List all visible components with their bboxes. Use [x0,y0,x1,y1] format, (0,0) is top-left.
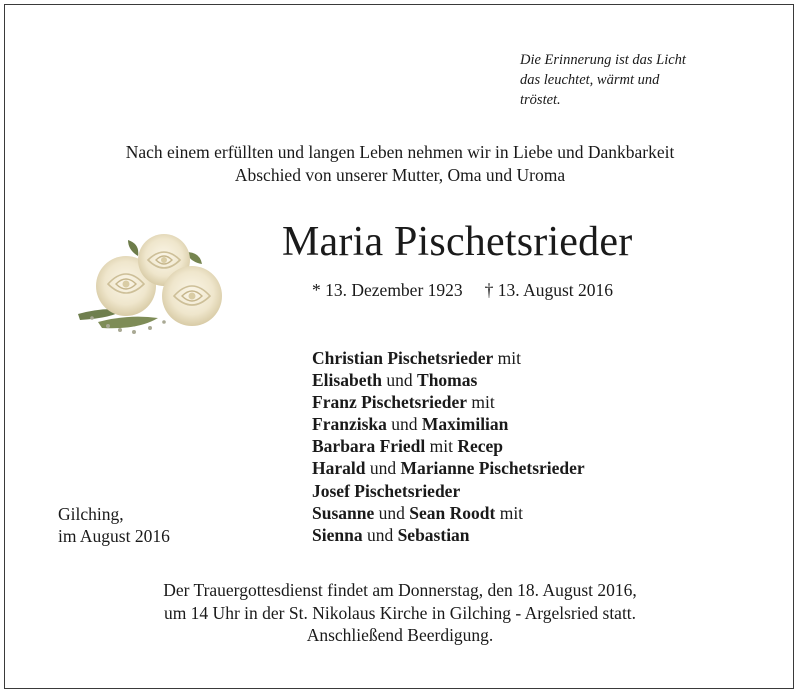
mourner-name: Christian Pischetsrieder [312,348,494,368]
mourner-name: Sienna [312,524,363,545]
mourner-name: Susanne [312,502,375,523]
birth-date: * 13. Dezember 1923 [312,280,463,300]
mourner-line [312,435,585,457]
mourner-line [312,369,585,391]
place-date: im August 2016 [58,526,170,546]
mourner-line [312,347,585,369]
mourner-name: Franz Pischetsrieder [312,392,468,413]
mourner-name: Sean Roodt [409,502,496,523]
mourner-name: Josef Pischetsrieder [312,480,461,501]
mourner-name: Franziska [312,414,387,435]
mourner-connector: und [382,370,418,391]
mourner-connector: mit [495,502,524,523]
place-and-date [58,503,170,547]
mourner-connector: und [374,502,410,523]
mourners-list [312,347,585,546]
memorial-quote: Die Erinnerung ist das Licht das leuchtet, wärmt und tröstet. [520,52,686,108]
mourner-line [312,391,585,413]
mourner-name: Elisabeth [312,370,383,391]
intro-text: Nach einem erfüllten und langen Leben nehmen wir in Liebe und Dankbarkeit Abschied von unserer Mutter, Oma und Uroma [125,142,675,185]
mourner-line [312,413,585,435]
mourner-line [312,480,585,502]
mourner-line [312,457,585,479]
mourner-name: Marianne Pischetsrieder [400,458,585,479]
mourner-connector: und [365,458,401,479]
death-date: † 13. August 2016 [484,280,614,300]
mourner-line [312,524,585,546]
mourner-name: Harald [312,458,366,479]
mourner-connector: und [386,414,422,435]
mourner-name: Maximilian [421,414,509,435]
mourner-name: Thomas [417,370,478,391]
mourner-line [312,502,585,524]
deceased-name: Maria Pischetsrieder [282,219,633,265]
white-roses-icon [68,222,238,342]
mourner-connector: mit [493,348,522,368]
service-notice: Der Trauergottesdienst findet am Donnerstag, den 18. August 2016, um 14 Uhr in der St. Nikolaus Kirche in Gilching - Argelsried statt. Anschließend Beerdigung. [163,580,637,645]
mourner-name: Recep [457,436,504,457]
mourner-connector: und [362,524,398,545]
mourner-connector: mit [467,392,495,413]
life-dates [312,279,613,301]
mourner-name: Barbara Friedl [312,436,426,457]
place-town: Gilching, [58,504,124,524]
mourner-name: Sebastian [397,524,470,545]
mourner-connector: mit [425,436,458,457]
